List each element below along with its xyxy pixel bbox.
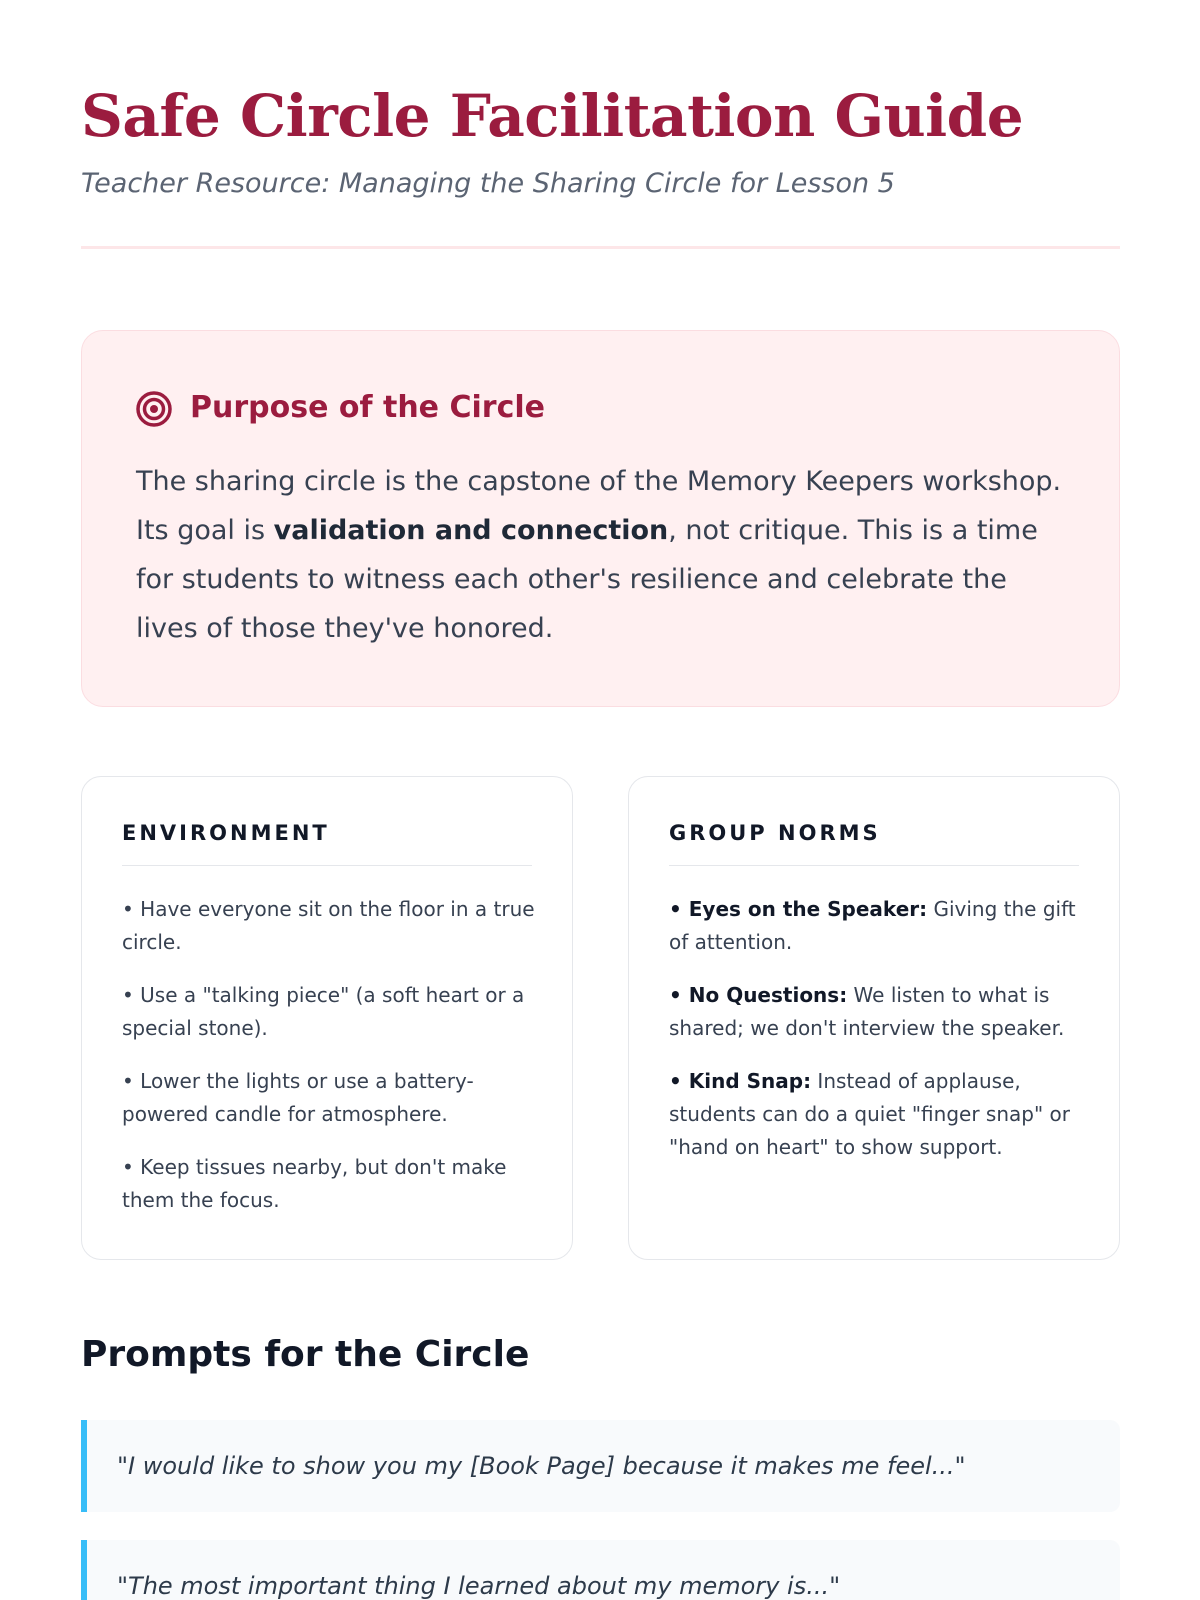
prompt-text: "I would like to show you my [Book Page] because it makes me feel...": [117, 1452, 966, 1480]
norm-label: • No Questions:: [669, 983, 848, 1007]
environment-item: • Keep tissues nearby, but don't make them the focus.: [122, 1155, 507, 1212]
purpose-text: [136, 457, 1076, 653]
target-icon: [136, 391, 172, 427]
page-title: Safe Circle Facilitation Guide: [81, 82, 1024, 150]
prompts-heading: Prompts for the Circle: [81, 1334, 530, 1375]
purpose-heading: Purpose of the Circle: [190, 390, 545, 425]
group-norm-item: [669, 1065, 1087, 1164]
purpose-text-emphasis: validation and connection: [273, 515, 669, 546]
header-divider: [81, 246, 1120, 249]
norm-text: Instead of applause, students can do a quiet "finger snap" or "hand on heart" to show support.: [669, 1069, 1070, 1159]
norm-label: • Eyes on the Speaker:: [669, 897, 928, 921]
norm-text: Giving the gift of attention.: [669, 897, 1076, 954]
prompt-card: [81, 1420, 1120, 1512]
environment-list: [122, 893, 540, 1237]
purpose-text-start: The sharing circle is the capstone of the Memory Keepers workshop. Its goal is: [136, 466, 1062, 546]
group-norms-divider: [669, 865, 1079, 866]
prompt-card: [81, 1540, 1120, 1600]
purpose-text-end: , not critique. This is a time for students to witness each other's resilience and celebrate the lives of those they've honored.: [136, 515, 1038, 644]
group-norms-card: [628, 776, 1120, 1260]
purpose-panel: [81, 330, 1120, 707]
environment-item: • Lower the lights or use a battery-powered candle for atmosphere.: [122, 1069, 474, 1126]
group-norm-item: [669, 979, 1087, 1045]
norm-text: We listen to what is shared; we don't interview the speaker.: [669, 983, 1065, 1040]
environment-item: • Use a "talking piece" (a soft heart or a special stone).: [122, 983, 525, 1040]
group-norms-title: GROUP NORMS: [669, 821, 881, 845]
environment-item: • Have everyone sit on the floor in a true circle.: [122, 897, 535, 954]
group-norms-list: [669, 893, 1087, 1184]
group-norm-item: [669, 893, 1087, 959]
prompt-text: "The most important thing I learned about my memory is...": [117, 1572, 841, 1600]
environment-title: ENVIRONMENT: [122, 821, 330, 845]
environment-card: [81, 776, 573, 1260]
environment-divider: [122, 865, 532, 866]
norm-label: • Kind Snap:: [669, 1069, 812, 1093]
page-subtitle: Teacher Resource: Managing the Sharing Circle for Lesson 5: [81, 168, 895, 199]
